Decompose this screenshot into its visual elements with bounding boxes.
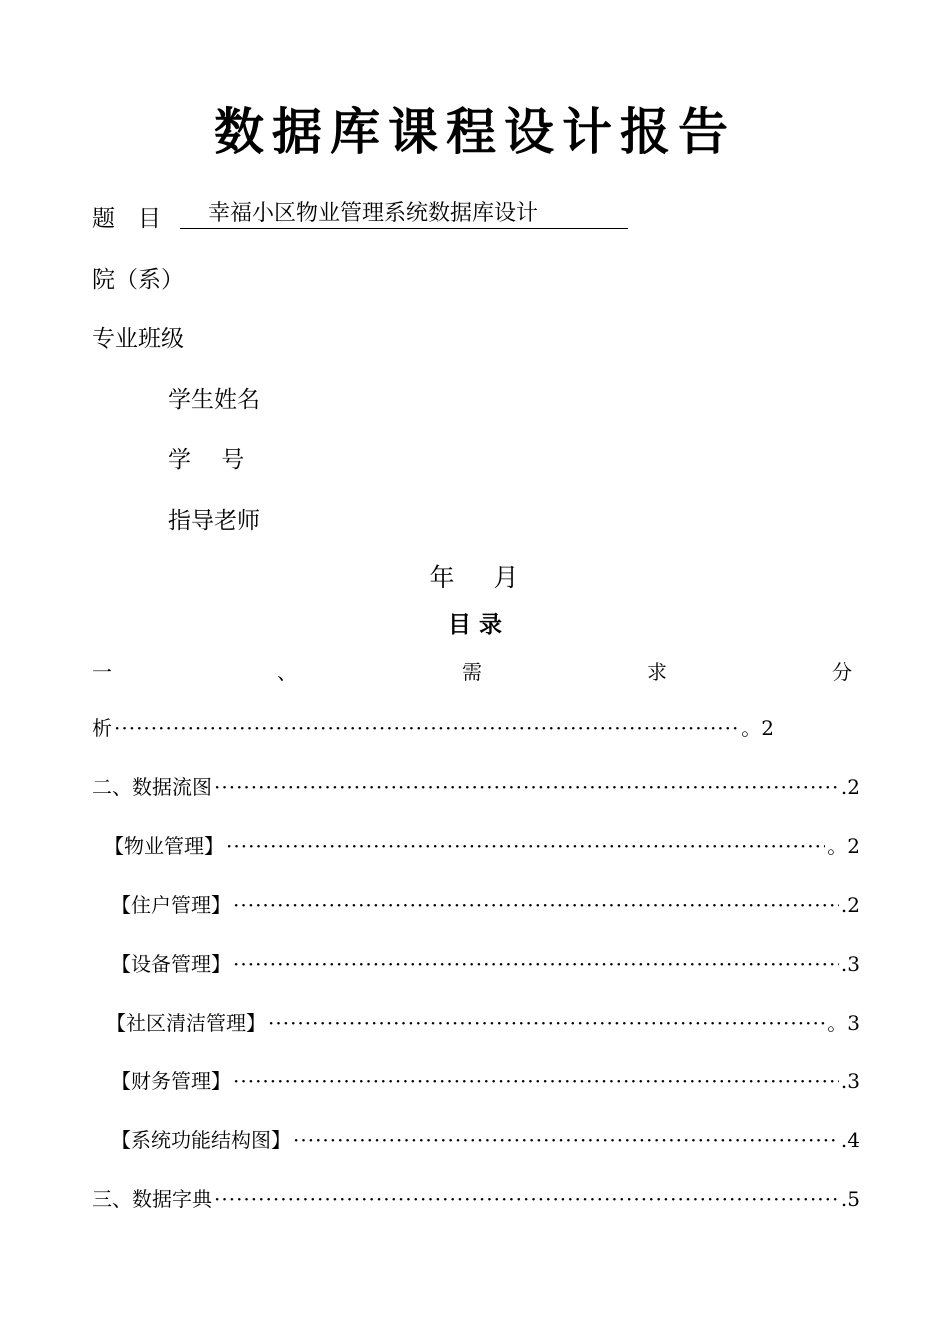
toc-entry-page: 。2 [741,716,774,740]
toc-entry[interactable] [111,891,860,919]
toc-leader-dots [114,714,739,742]
toc-entry-label: 【系统功能结构图】 [111,1128,291,1152]
subject-label: 题 目 [92,206,161,232]
major-class-label: 专业班级 [92,326,184,352]
toc-spread-char: 一 [92,660,112,684]
toc-leader-dots [233,950,839,978]
toc-entry-page: .4 [840,1128,860,1152]
toc-entry[interactable] [92,1185,860,1213]
toc-leader-dots [214,1185,839,1213]
department-label: 院（系） [92,267,184,293]
toc-entry[interactable] [111,1067,860,1095]
toc-leader-dots [233,891,839,919]
date-line: 年 月 [429,563,521,592]
advisor-label: 指导老师 [168,508,260,534]
toc-leader-dots [226,832,825,860]
student-name-label: 学生姓名 [168,387,260,413]
toc-spread-char: 求 [647,660,667,684]
toc-entry[interactable] [92,773,860,801]
toc-spread-char: 分 [832,660,852,684]
toc-entry-page: 。3 [827,1011,860,1035]
report-title: 数据库课程设计报告 [214,102,736,161]
toc-entry[interactable] [104,832,860,860]
student-id-label: 学 号 [168,447,245,473]
toc-spread-char: 、 [277,660,297,684]
subject-value-line [180,200,628,229]
toc-entry-label: 二、数据流图 [92,775,212,799]
toc-entry-label: 三、数据字典 [92,1187,212,1211]
toc-entry[interactable] [111,1126,860,1154]
toc-entry-label: 【设备管理】 [111,952,231,976]
toc-leader-dots [293,1126,839,1154]
toc-entry-label: 析 [92,716,112,740]
subject-value: 幸福小区物业管理系统数据库设计 [208,201,539,226]
toc-leader-dots [214,773,839,801]
toc-entry-page: .3 [840,952,860,976]
toc-entry[interactable] [111,950,860,978]
toc-entry[interactable] [92,714,774,742]
toc-entry-page: .2 [840,775,860,799]
toc-entry-page: .3 [840,1069,860,1093]
toc-entry-page: 。2 [827,834,860,858]
toc-entry-label: 【物业管理】 [104,834,224,858]
toc-entry-spread [92,656,852,686]
toc-entry-label: 【财务管理】 [111,1069,231,1093]
toc-entry[interactable] [106,1009,860,1037]
toc-entry-page: .5 [840,1187,860,1211]
toc-entry-page: .2 [840,893,860,917]
toc-spread-char: 需 [462,660,482,684]
toc-leader-dots [268,1009,825,1037]
toc-entry-label: 【社区清洁管理】 [106,1011,266,1035]
toc-heading: 目 录 [447,612,502,638]
toc-entry-label: 【住户管理】 [111,893,231,917]
toc-leader-dots [233,1067,839,1095]
